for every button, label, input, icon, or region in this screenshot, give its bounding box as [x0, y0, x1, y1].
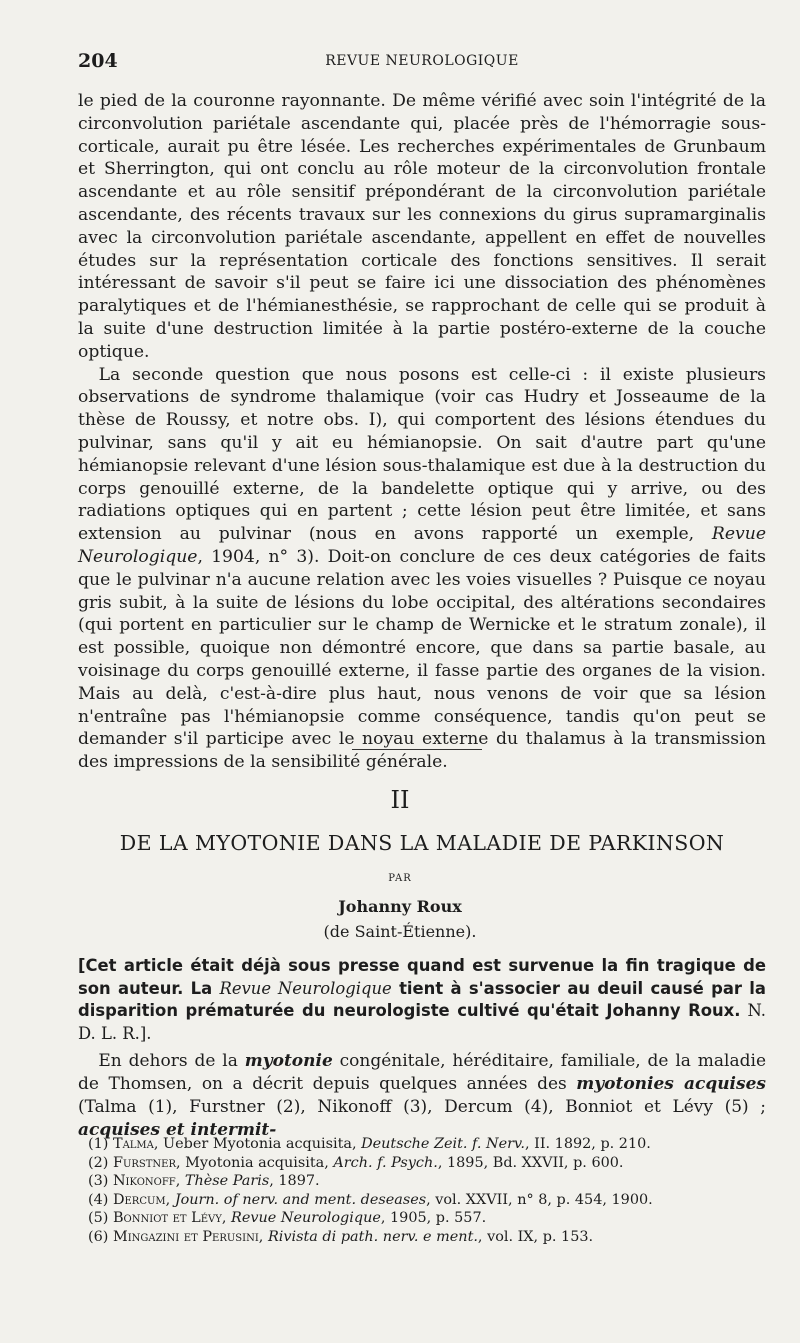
running-head: REVUE NEUROLOGIQUE — [325, 53, 519, 69]
footnote — [88, 1135, 766, 1154]
article-title: DE LA MYOTONIE DANS LA MALADIE DE PARKINSON — [119, 831, 725, 855]
article-author: Johanny Roux — [338, 897, 462, 916]
footnotes — [88, 1135, 766, 1247]
footnote-text: , — [258, 1228, 268, 1245]
footnote — [88, 1209, 766, 1228]
intro-a: En dehors de la — [98, 1051, 245, 1071]
footnote-author: Talma — [112, 1136, 154, 1152]
byline-par: PAR — [388, 873, 412, 884]
section-divider — [352, 749, 482, 750]
footnote-source: Journ. of nerv. and ment. deseases — [174, 1191, 427, 1208]
footnote-number: (4) — [88, 1191, 109, 1208]
footnote — [88, 1172, 766, 1191]
footnote-text: , 1897. — [269, 1173, 320, 1190]
editor-note-sign: N. D. L. R.]. — [78, 1001, 767, 1043]
page-header — [78, 50, 766, 74]
footnote-number: (5) — [88, 1210, 109, 1227]
paragraph-2-b: , 1904, n° 3). Doit-on conclure de ces deux catégories de faits que le pulvinar n'a aucune relation avec les voies visuelles ? Puisque ce noyau gris subit, à la suite de lésions du lobe occipital, des altérations secondaires (qui portent en particulier sur le champ de Wernicke et le stratum zonale), il est possible, quoique non démontré encore, que dans sa partie basale, au voisinage du corps genouillé externe, il fasse partie des organes de la vision. Mais au delà, c'est-à-dire plus haut, nous venons de voir que sa lésion n'entraîne pas l'hémianopsie comme conséquence, tandis qu'on peut se demander s'il participe avec le noyau externe du thalamus à la transmission des impressions de la sensibilité générale. — [78, 546, 766, 773]
editor-note-a: [Cet article était déjà sous presse quand est survenue la fin tragique de son auteur. La — [78, 956, 766, 998]
footnote-source: Deutsche Zeit. f. Nerv. — [361, 1136, 525, 1152]
author-affiliation: (de Saint-Étienne). — [323, 922, 477, 941]
footnote-source: Arch. f. Psych. — [333, 1154, 438, 1171]
footnote-text: , vol. IX, p. 153. — [477, 1228, 594, 1245]
footnote-source: Thèse Paris — [184, 1173, 270, 1190]
footnote-text: , vol. XXVII, n° 8, p. 454, 1900. — [426, 1191, 653, 1208]
footnote-number: (3) — [88, 1173, 109, 1190]
paragraph-1: le pied de la couronne rayonnante. De même vérifié avec soin l'intégrité de la circonvolution pariétale ascendante qui, placée près de l'hémorragie sous-corticale, aurait pu être lésée. Les recherches expérimentales de Grunbaum et Sherrington, qui ont conclu au rôle moteur de la circonvolution frontale ascendante et au rôle sensitif prépondérant de la circonvolution pariétale ascendante, des récents travaux sur les connexions du girus supramarginalis avec la circonvolution pariétale ascendante, appellent en effet de nouvelles études sur la représentation corticale des fonctions sensitives. Il serait intéressant de savoir s'il peut se faire ici une dissociation des phénomènes paralytiques et de l'hémianesthésie, se rapprochant de celle qui se produit à la suite d'une destruction limitée à la partie postéro-externe de la couche optique. — [78, 91, 766, 362]
footnote-number: (1) — [88, 1136, 109, 1152]
footnote-author: Bonniot et Lévy — [112, 1210, 222, 1227]
intro-e: (Talma (1), Furstner (2), Nikonoff (3), Dercum (4), Bonniot et Lévy (5) ; — [78, 1097, 766, 1117]
footnote-number: (6) — [88, 1228, 109, 1245]
paragraph-2 — [78, 364, 766, 774]
footnote-text: , Ueber Myotonia acquisita, — [153, 1136, 362, 1152]
intro-c: congénitale, héréditaire, familiale, de la maladie de Thomsen, on a décrit depuis quelques années des — [78, 1051, 767, 1094]
footnote-text: , Myotonia acquisita, — [176, 1154, 334, 1171]
footnote-source: Rivista di path. nerv. e ment. — [267, 1228, 478, 1245]
editor-note — [78, 955, 766, 1045]
footnote-author: Nikonoff — [112, 1173, 176, 1190]
footnote — [88, 1228, 766, 1247]
footnote-author: Dercum — [112, 1191, 166, 1208]
footnote-text: , — [175, 1173, 185, 1190]
page-number: 204 — [78, 50, 118, 72]
footnote-text: , 1905, p. 557. — [380, 1210, 487, 1227]
editor-note-journal: Revue Neurologique — [219, 978, 392, 998]
intro-d: myotonies acquises — [576, 1074, 766, 1094]
footnote-source: Revue Neurologique — [231, 1210, 381, 1227]
footnote-text: , 1895, Bd. XXVII, p. 600. — [437, 1154, 624, 1171]
footnote-author: Furstner — [112, 1154, 177, 1171]
section-number: II — [390, 786, 410, 814]
footnote-text: , — [221, 1210, 232, 1227]
intro-f: acquises et intermit- — [78, 1120, 277, 1140]
intro-b: myotonie — [244, 1051, 333, 1071]
footnote — [88, 1191, 766, 1210]
body-text — [78, 90, 766, 774]
footnote-text: , — [165, 1191, 175, 1208]
footnote — [88, 1154, 766, 1173]
editor-note-b: tient à s'associer au deuil causé par la disparition prématurée du neurologiste cultivé qu'était Johanny Roux. — [78, 978, 766, 1020]
footnote-text: , II. 1892, p. 210. — [525, 1136, 651, 1152]
journal-reference: Revue Neurologique — [78, 524, 766, 567]
article-intro — [78, 1050, 766, 1142]
footnote-number: (2) — [88, 1154, 109, 1171]
footnote-author: Mingazini et Perusini — [112, 1228, 259, 1245]
paragraph-2-a: La seconde question que nous posons est celle-ci : il existe plusieurs observations de syndrome thalamique (voir cas Hudry et Josseaume de la thèse de Roussy, et notre obs. I), qui comportent des lésions étendues du pulvinar, sans qu'il y ait eu hémianopsie. On sait d'autre part qu'une hémianopsie relevant d'une lésion sous-thalamique est due à la destruction du corps genouillé externe, de la bandelette optique qui y arrive, ou des radiations optiques qui en partent ; cette lésion peut être limitée, et sans extension au pulvinar (nous en avons rapporté un exemple, — [78, 364, 766, 545]
